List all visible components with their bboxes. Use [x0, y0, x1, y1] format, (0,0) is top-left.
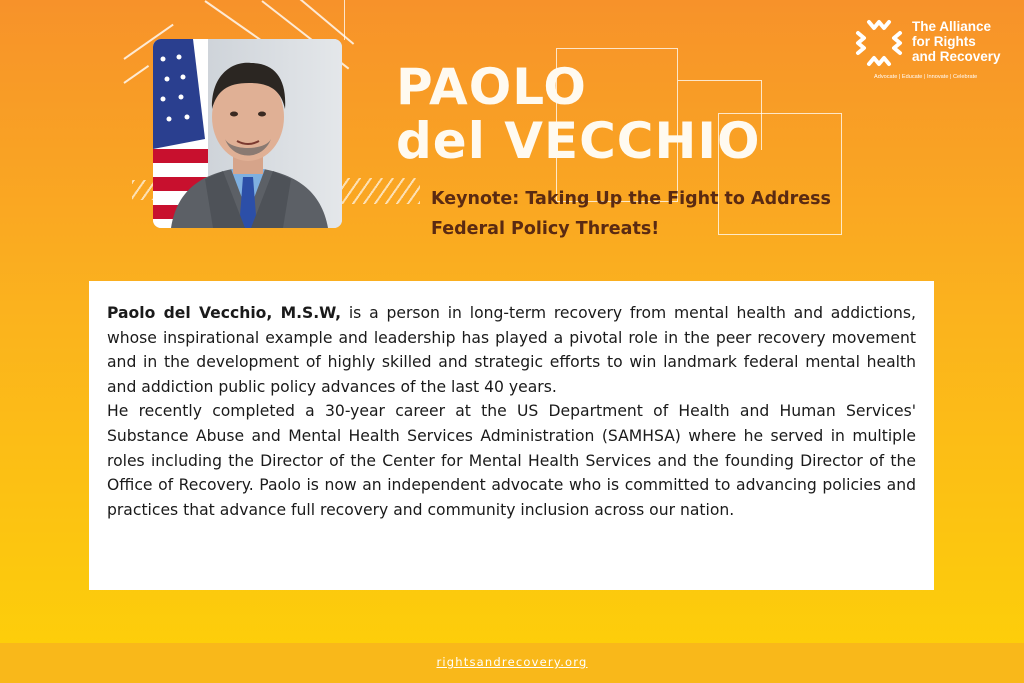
keynote-line-2: Federal Policy Threats! [431, 219, 660, 239]
keynote-title [431, 184, 861, 244]
bio-paragraph-1-text: is a person in long-term recovery from mental health and addictions, whose inspirational example and leadership has played a pivotal role in the peer recovery movement and in the development of highly skilled and strategic efforts to win landmark federal mental health and addiction public policy advances of the last 40 years. [107, 304, 916, 396]
logo-wordmark [912, 19, 1001, 64]
alliance-logo [852, 16, 1017, 86]
footer-band [0, 643, 1024, 683]
logo-line-3: and Recovery [912, 49, 1001, 64]
decorative-line [123, 65, 149, 84]
bio-paragraph-1 [107, 301, 916, 399]
decorative-line [344, 0, 345, 40]
bio-card [89, 281, 934, 590]
star-burst-icon [852, 16, 906, 70]
bio-paragraph-2: He recently completed a 30-year career at the US Department of Health and Human Services' Substance Abuse and Mental Health Services Administration (SAMHSA) where he served in multiple roles including the Director of the Center for Mental Health Services and the founding Director of the Office of Recovery. Paolo is now an independent advocate who is committed to advancing policies and practices that advance full recovery and community inclusion across our nation. [107, 402, 916, 519]
bio-name: Paolo del Vecchio, M.S.W, [107, 304, 342, 322]
speaker-last-name: del VECCHIO [396, 112, 761, 170]
keynote-line-1: Keynote: Taking Up the Fight to Address [431, 189, 831, 209]
decorative-hatch [132, 180, 154, 200]
website-link[interactable]: rightsandrecovery.org [436, 655, 588, 669]
speaker-first-name: PAOLO [396, 58, 587, 116]
logo-line-1: The Alliance [912, 19, 992, 34]
decorative-hatch [342, 178, 420, 204]
speaker-name [396, 60, 760, 168]
logo-line-2: for Rights [912, 34, 976, 49]
speaker-photo [153, 39, 342, 228]
logo-tagline: Advocate | Educate | Innovate | Celebrate [874, 74, 978, 80]
